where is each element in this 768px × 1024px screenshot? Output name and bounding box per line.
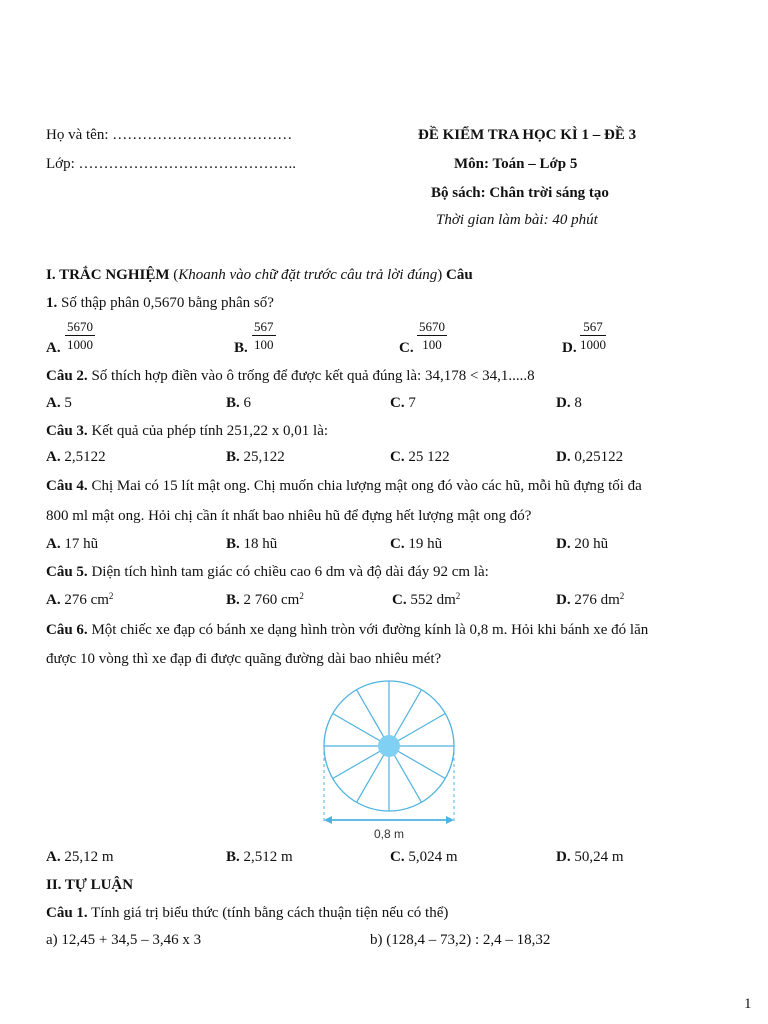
option-text: 19 hũ [408,536,443,552]
unit-exponent: 2 [299,591,304,601]
option-text: 2 760 cm [243,592,300,608]
option-letter: B. [226,395,240,411]
q2-option-b [226,396,251,411]
part-a-expression: a) 12,45 + 34,5 – 3,46 x 3 [46,932,202,948]
option-letter: B. [226,536,240,552]
option-text: 2,512 m [243,849,293,865]
fraction-numerator: 567 [254,319,274,334]
option-letter: A. [46,849,61,865]
question-text: Một chiếc xe đạp có bánh xe dạng hình tròn với đường kính là 0,8 m. Hỏi khi bánh xe đó lăn [91,622,649,638]
question-label: Câu 3. [46,423,88,439]
arrow-head-left [324,816,332,824]
option-text: 25,122 [243,449,285,465]
question-6-line-2: được 10 vòng thì xe đạp đi được quãng đường dài bao nhiêu mét? [46,651,442,667]
fraction-denominator: 1000 [67,337,93,352]
q5-option-b [226,593,304,608]
option-text: 8 [574,395,582,411]
option-text: 17 hũ [64,536,99,552]
section1-title: I. TRẮC NGHIỆM [46,267,170,283]
part-b-expression: b) (128,4 – 73,2) : 2,4 – 18,32 [370,932,551,948]
section1-paren-open: ( [173,267,179,283]
option-text: 552 dm [410,592,456,608]
q5-option-a [46,593,113,608]
option-letter: C. [390,449,405,465]
question-text: Kết quả của phép tính 251,22 x 0,01 là: [91,423,329,439]
question-4-line-2: 800 ml mật ong. Hỏi chị cần ít nhất bao nhiêu hũ để đựng hết lượng mật ong đó? [46,508,532,524]
q2-option-c [390,396,416,411]
q4-option-d [556,537,608,552]
option-text: 25,12 m [64,849,114,865]
question-number: 1. [46,295,58,311]
q3-option-d [556,450,623,465]
option-text: 6 [243,395,252,411]
q4-option-a [46,537,98,552]
option-letter: C. [392,592,407,608]
arrow-head-right [446,816,454,824]
fraction-numerator: 5670 [419,319,445,334]
class-field-label: Lớp: …………………………………….. [46,156,297,172]
question-label: Câu 4. [46,478,88,494]
option-text: 20 hũ [574,536,609,552]
q2-option-a [46,396,72,411]
q4-option-b [226,537,277,552]
option-text: 5 [64,395,72,411]
option-text: 50,24 m [574,849,624,865]
option-letter: C. [390,395,405,411]
q3-option-a [46,450,106,465]
option-letter: A. [46,395,61,411]
question-6 [46,623,648,638]
question-2 [46,369,535,384]
question-label: Câu 5. [46,564,88,580]
option-letter: A. [46,592,61,608]
q1-option-c-fraction [417,320,447,351]
section2-title: II. TỰ LUẬN [46,877,134,893]
unit-exponent: 2 [619,591,625,601]
option-letter: D. [556,536,571,552]
question-5 [46,565,489,580]
exam-book: Bộ sách: Chân trời sáng tạo [431,185,609,201]
question-text: Số thập phân 0,5670 bằng phân số? [61,295,274,311]
option-letter: C. [390,536,405,552]
option-letter: D. [556,849,571,865]
q5-option-d [556,593,624,608]
q1-option-a-letter: A. [46,340,61,356]
exam-time: Thời gian làm bài: 40 phút [436,212,598,228]
question-text: Chị Mai có 15 lít mật ong. Chị muốn chia lượng mật ong đó vào các hũ, mỗi hũ đựng tối đa [91,478,642,494]
q3-option-b [226,450,285,465]
q3-option-c [390,450,450,465]
option-letter: A. [46,536,61,552]
option-text: 25 122 [408,449,450,465]
q5-option-c [392,593,460,608]
option-text: 0,25122 [574,449,624,465]
option-letter: A. [46,449,61,465]
name-field-label: Họ và tên: ……………………………… [46,127,293,143]
exam-subject: Môn: Toán – Lớp 5 [454,156,578,172]
unit-exponent: 2 [108,591,114,601]
section1-paren-close: ) [437,267,443,283]
q1-option-a-fraction [65,320,95,351]
question-1 [46,296,274,311]
fraction-numerator: 5670 [67,319,93,334]
q4-option-c [390,537,442,552]
section1-cau-word: Câu [446,267,473,283]
page-number: 1 [744,996,752,1012]
q2-option-d [556,396,582,411]
question-3 [46,424,328,439]
option-letter: B. [226,849,240,865]
option-letter: C. [390,849,405,865]
bicycle-wheel-figure [316,676,466,846]
q1-option-b-letter: B. [234,340,248,356]
q6-option-d [556,850,624,865]
question-label: Câu 1. [46,905,88,921]
option-text: 18 hũ [243,536,278,552]
option-letter: B. [226,592,240,608]
option-text: 2,5122 [64,449,106,465]
q6-option-a [46,850,114,865]
q6-option-c [390,850,458,865]
diameter-label: 0,8 m [373,827,405,841]
unit-exponent: 2 [455,591,461,601]
wheel-hub [378,735,400,757]
option-text: 7 [408,395,416,411]
option-letter: D. [556,395,571,411]
q1-option-d-fraction [580,320,606,351]
option-letter: D. [556,592,571,608]
fraction-numerator: 567 [580,320,606,336]
q1-option-b-fraction [252,320,276,351]
option-text: 5,024 m [408,849,458,865]
question-text: Tính giá trị biểu thức (tính bằng cách thuận tiện nếu có thể) [91,905,449,921]
option-text: 276 dm [574,592,620,608]
option-letter: B. [226,449,240,465]
q1-option-c-letter: C. [399,340,414,356]
fraction-denominator: 100 [422,337,442,352]
question-text: Số thích hợp điền vào ô trống để được kết quả đúng là: 34,178 < 34,1.....8 [91,368,535,384]
option-letter: D. [556,449,571,465]
q1-option-d-letter: D. [562,340,577,356]
section2-question-1 [46,906,448,921]
fraction-denominator: 1000 [580,337,606,352]
section1-instruction: Khoanh vào chữ đặt trước câu trả lời đúng [178,267,438,283]
q6-option-b [226,850,293,865]
exam-title: ĐỀ KIỂM TRA HỌC KÌ 1 – ĐỀ 3 [418,127,637,143]
option-text: 276 cm [64,592,109,608]
question-label: Câu 2. [46,368,88,384]
question-text: Diện tích hình tam giác có chiều cao 6 dm và độ dài đáy 92 cm là: [91,564,489,580]
question-label: Câu 6. [46,622,88,638]
fraction-denominator: 100 [254,337,274,352]
question-4 [46,479,642,494]
section1-heading [46,268,473,283]
